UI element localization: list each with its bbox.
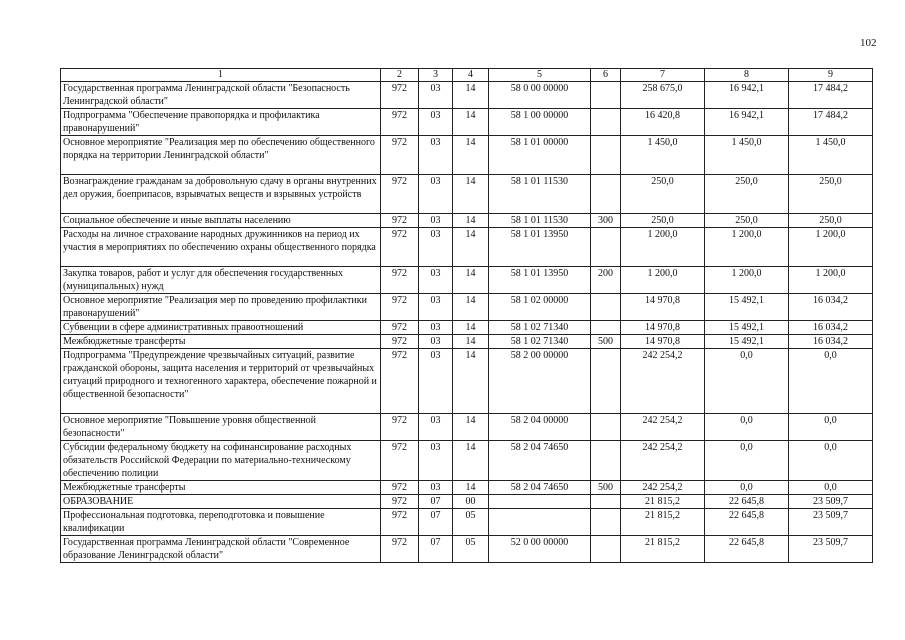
row-amount-year1: 14 970,8 bbox=[621, 335, 705, 349]
row-section: 03 bbox=[419, 481, 453, 495]
table-row bbox=[61, 175, 873, 214]
row-amount-year2: 0,0 bbox=[705, 481, 789, 495]
table-row bbox=[61, 228, 873, 267]
row-ved: 972 bbox=[381, 495, 419, 509]
row-amount-year3: 1 200,0 bbox=[789, 228, 873, 267]
row-subsection: 14 bbox=[453, 228, 489, 267]
row-name: Подпрограмма "Предупреждение чрезвычайных ситуаций, развитие гражданской обороны, защита населения и территорий от чрезвычайных ситуаций природного и техногенного характера, обеспечение пожарной и общественной безопасности" bbox=[61, 349, 381, 414]
row-amount-year2: 15 492,1 bbox=[705, 321, 789, 335]
row-expense-type bbox=[591, 175, 621, 214]
row-section: 03 bbox=[419, 228, 453, 267]
row-ved: 972 bbox=[381, 414, 419, 441]
row-subsection: 14 bbox=[453, 267, 489, 294]
row-amount-year1: 250,0 bbox=[621, 175, 705, 214]
row-amount-year3: 250,0 bbox=[789, 175, 873, 214]
row-section: 03 bbox=[419, 82, 453, 109]
row-target-article: 58 1 01 11530 bbox=[489, 175, 591, 214]
row-amount-year2: 16 942,1 bbox=[705, 109, 789, 136]
row-expense-type: 500 bbox=[591, 335, 621, 349]
row-name: Вознаграждение гражданам за добровольную сдачу в органы внутренних дел оружия, боеприпасов, взрывчатых веществ и взрывных устройств bbox=[61, 175, 381, 214]
row-ved: 972 bbox=[381, 536, 419, 563]
row-section: 07 bbox=[419, 509, 453, 536]
row-name: ОБРАЗОВАНИЕ bbox=[61, 495, 381, 509]
row-name: Государственная программа Ленинградской области "Безопасность Ленинградской области" bbox=[61, 82, 381, 109]
row-amount-year2: 1 450,0 bbox=[705, 136, 789, 175]
row-amount-year1: 1 200,0 bbox=[621, 228, 705, 267]
row-name: Основное мероприятие "Повышение уровня общественной безопасности" bbox=[61, 414, 381, 441]
row-expense-type: 300 bbox=[591, 214, 621, 228]
row-ved: 972 bbox=[381, 136, 419, 175]
row-expense-type bbox=[591, 441, 621, 481]
row-subsection: 14 bbox=[453, 349, 489, 414]
row-name: Подпрограмма "Обеспечение правопорядка и профилактика правонарушений" bbox=[61, 109, 381, 136]
table-row bbox=[61, 509, 873, 536]
row-amount-year3: 23 509,7 bbox=[789, 536, 873, 563]
row-subsection: 05 bbox=[453, 509, 489, 536]
row-amount-year3: 0,0 bbox=[789, 441, 873, 481]
row-ved: 972 bbox=[381, 441, 419, 481]
row-ved: 972 bbox=[381, 335, 419, 349]
row-expense-type bbox=[591, 349, 621, 414]
row-target-article: 58 1 01 13950 bbox=[489, 228, 591, 267]
row-section: 03 bbox=[419, 214, 453, 228]
table-row bbox=[61, 82, 873, 109]
row-section: 03 bbox=[419, 175, 453, 214]
row-target-article: 52 0 00 00000 bbox=[489, 536, 591, 563]
row-subsection: 05 bbox=[453, 536, 489, 563]
row-amount-year1: 14 970,8 bbox=[621, 294, 705, 321]
row-target-article: 58 1 02 71340 bbox=[489, 321, 591, 335]
row-amount-year3: 0,0 bbox=[789, 349, 873, 414]
row-amount-year3: 1 450,0 bbox=[789, 136, 873, 175]
row-section: 03 bbox=[419, 294, 453, 321]
row-ved: 972 bbox=[381, 175, 419, 214]
row-name: Государственная программа Ленинградской области "Современное образование Ленинградской области" bbox=[61, 536, 381, 563]
row-amount-year3: 16 034,2 bbox=[789, 294, 873, 321]
row-subsection: 14 bbox=[453, 335, 489, 349]
row-ved: 972 bbox=[381, 321, 419, 335]
header-cell-6: 6 bbox=[591, 69, 621, 82]
header-cell-2: 2 bbox=[381, 69, 419, 82]
row-target-article bbox=[489, 509, 591, 536]
header-cell-8: 8 bbox=[705, 69, 789, 82]
table-row bbox=[61, 335, 873, 349]
row-subsection: 14 bbox=[453, 82, 489, 109]
row-amount-year3: 1 200,0 bbox=[789, 267, 873, 294]
header-cell-3: 3 bbox=[419, 69, 453, 82]
row-amount-year3: 16 034,2 bbox=[789, 321, 873, 335]
row-target-article: 58 1 02 00000 bbox=[489, 294, 591, 321]
header-cell-9: 9 bbox=[789, 69, 873, 82]
row-amount-year3: 0,0 bbox=[789, 481, 873, 495]
row-name: Основное мероприятие "Реализация мер по обеспечению общественного порядка на территории Ленинградской области" bbox=[61, 136, 381, 175]
row-amount-year2: 0,0 bbox=[705, 441, 789, 481]
table-row bbox=[61, 414, 873, 441]
table-row bbox=[61, 109, 873, 136]
row-name: Межбюджетные трансферты bbox=[61, 481, 381, 495]
row-subsection: 14 bbox=[453, 214, 489, 228]
row-section: 03 bbox=[419, 441, 453, 481]
row-section: 07 bbox=[419, 495, 453, 509]
row-expense-type bbox=[591, 536, 621, 563]
table-row bbox=[61, 321, 873, 335]
table-row bbox=[61, 214, 873, 228]
row-amount-year3: 17 484,2 bbox=[789, 109, 873, 136]
row-name: Субсидии федеральному бюджету на софинансирование расходных обязательств Российской Федерации по материально-техническому обеспечению полиции bbox=[61, 441, 381, 481]
row-amount-year2: 22 645,8 bbox=[705, 536, 789, 563]
row-name: Социальное обеспечение и иные выплаты населению bbox=[61, 214, 381, 228]
row-expense-type bbox=[591, 294, 621, 321]
row-name: Основное мероприятие "Реализация мер по проведению профилактики правонарушений" bbox=[61, 294, 381, 321]
table-row bbox=[61, 267, 873, 294]
row-target-article: 58 2 00 00000 bbox=[489, 349, 591, 414]
row-ved: 972 bbox=[381, 481, 419, 495]
row-section: 03 bbox=[419, 414, 453, 441]
row-amount-year1: 1 200,0 bbox=[621, 267, 705, 294]
row-amount-year2: 250,0 bbox=[705, 214, 789, 228]
row-amount-year1: 250,0 bbox=[621, 214, 705, 228]
row-amount-year1: 1 450,0 bbox=[621, 136, 705, 175]
header-cell-4: 4 bbox=[453, 69, 489, 82]
row-subsection: 00 bbox=[453, 495, 489, 509]
row-subsection: 14 bbox=[453, 321, 489, 335]
row-subsection: 14 bbox=[453, 136, 489, 175]
row-expense-type: 200 bbox=[591, 267, 621, 294]
row-subsection: 14 bbox=[453, 441, 489, 481]
row-amount-year3: 0,0 bbox=[789, 414, 873, 441]
row-subsection: 14 bbox=[453, 481, 489, 495]
row-amount-year1: 242 254,2 bbox=[621, 414, 705, 441]
row-ved: 972 bbox=[381, 82, 419, 109]
row-ved: 972 bbox=[381, 349, 419, 414]
row-name: Закупка товаров, работ и услуг для обеспечения государственных (муниципальных) нужд bbox=[61, 267, 381, 294]
row-expense-type: 500 bbox=[591, 481, 621, 495]
row-section: 03 bbox=[419, 267, 453, 294]
row-amount-year1: 258 675,0 bbox=[621, 82, 705, 109]
row-amount-year2: 15 492,1 bbox=[705, 335, 789, 349]
header-cell-7: 7 bbox=[621, 69, 705, 82]
row-target-article: 58 1 01 13950 bbox=[489, 267, 591, 294]
row-amount-year1: 242 254,2 bbox=[621, 441, 705, 481]
page-number: 102 bbox=[860, 37, 877, 49]
row-target-article bbox=[489, 495, 591, 509]
row-subsection: 14 bbox=[453, 414, 489, 441]
row-amount-year2: 1 200,0 bbox=[705, 228, 789, 267]
table-row bbox=[61, 294, 873, 321]
row-subsection: 14 bbox=[453, 109, 489, 136]
row-amount-year2: 22 645,8 bbox=[705, 495, 789, 509]
row-name: Расходы на личное страхование народных дружинников на период их участия в мероприятиях по обеспечению охраны общественного порядка bbox=[61, 228, 381, 267]
row-expense-type bbox=[591, 414, 621, 441]
table-row bbox=[61, 536, 873, 563]
row-target-article: 58 2 04 74650 bbox=[489, 481, 591, 495]
row-expense-type bbox=[591, 82, 621, 109]
row-amount-year1: 21 815,2 bbox=[621, 509, 705, 536]
row-amount-year3: 17 484,2 bbox=[789, 82, 873, 109]
row-name: Профессиональная подготовка, переподготовка и повышение квалификации bbox=[61, 509, 381, 536]
row-name: Субвенции в сфере административных правоотношений bbox=[61, 321, 381, 335]
table-header-row bbox=[61, 69, 873, 82]
row-amount-year2: 15 492,1 bbox=[705, 294, 789, 321]
row-ved: 972 bbox=[381, 267, 419, 294]
table-row bbox=[61, 495, 873, 509]
table-row bbox=[61, 349, 873, 414]
row-ved: 972 bbox=[381, 214, 419, 228]
row-subsection: 14 bbox=[453, 294, 489, 321]
row-amount-year1: 21 815,2 bbox=[621, 495, 705, 509]
row-section: 03 bbox=[419, 109, 453, 136]
table-row bbox=[61, 481, 873, 495]
row-subsection: 14 bbox=[453, 175, 489, 214]
row-ved: 972 bbox=[381, 509, 419, 536]
row-ved: 972 bbox=[381, 228, 419, 267]
row-expense-type bbox=[591, 509, 621, 536]
row-amount-year2: 1 200,0 bbox=[705, 267, 789, 294]
row-amount-year2: 22 645,8 bbox=[705, 509, 789, 536]
row-target-article: 58 2 04 00000 bbox=[489, 414, 591, 441]
table-row bbox=[61, 441, 873, 481]
row-target-article: 58 1 00 00000 bbox=[489, 109, 591, 136]
row-section: 03 bbox=[419, 335, 453, 349]
row-amount-year2: 16 942,1 bbox=[705, 82, 789, 109]
row-amount-year1: 242 254,2 bbox=[621, 349, 705, 414]
row-ved: 972 bbox=[381, 294, 419, 321]
row-target-article: 58 1 01 11530 bbox=[489, 214, 591, 228]
row-expense-type bbox=[591, 109, 621, 136]
row-amount-year3: 23 509,7 bbox=[789, 495, 873, 509]
row-target-article: 58 1 02 71340 bbox=[489, 335, 591, 349]
row-name: Межбюджетные трансферты bbox=[61, 335, 381, 349]
row-amount-year3: 250,0 bbox=[789, 214, 873, 228]
header-cell-1: 1 bbox=[61, 69, 381, 82]
row-amount-year3: 16 034,2 bbox=[789, 335, 873, 349]
row-amount-year1: 16 420,8 bbox=[621, 109, 705, 136]
row-amount-year2: 0,0 bbox=[705, 414, 789, 441]
row-expense-type bbox=[591, 495, 621, 509]
row-section: 03 bbox=[419, 349, 453, 414]
row-expense-type bbox=[591, 136, 621, 175]
row-target-article: 58 0 00 00000 bbox=[489, 82, 591, 109]
row-amount-year1: 242 254,2 bbox=[621, 481, 705, 495]
budget-table bbox=[60, 68, 873, 563]
header-cell-5: 5 bbox=[489, 69, 591, 82]
row-section: 03 bbox=[419, 136, 453, 175]
row-amount-year2: 0,0 bbox=[705, 349, 789, 414]
table-row bbox=[61, 136, 873, 175]
row-amount-year1: 14 970,8 bbox=[621, 321, 705, 335]
row-ved: 972 bbox=[381, 109, 419, 136]
row-amount-year3: 23 509,7 bbox=[789, 509, 873, 536]
row-amount-year2: 250,0 bbox=[705, 175, 789, 214]
row-expense-type bbox=[591, 228, 621, 267]
row-target-article: 58 2 04 74650 bbox=[489, 441, 591, 481]
row-target-article: 58 1 01 00000 bbox=[489, 136, 591, 175]
row-section: 07 bbox=[419, 536, 453, 563]
row-expense-type bbox=[591, 321, 621, 335]
row-section: 03 bbox=[419, 321, 453, 335]
row-amount-year1: 21 815,2 bbox=[621, 536, 705, 563]
